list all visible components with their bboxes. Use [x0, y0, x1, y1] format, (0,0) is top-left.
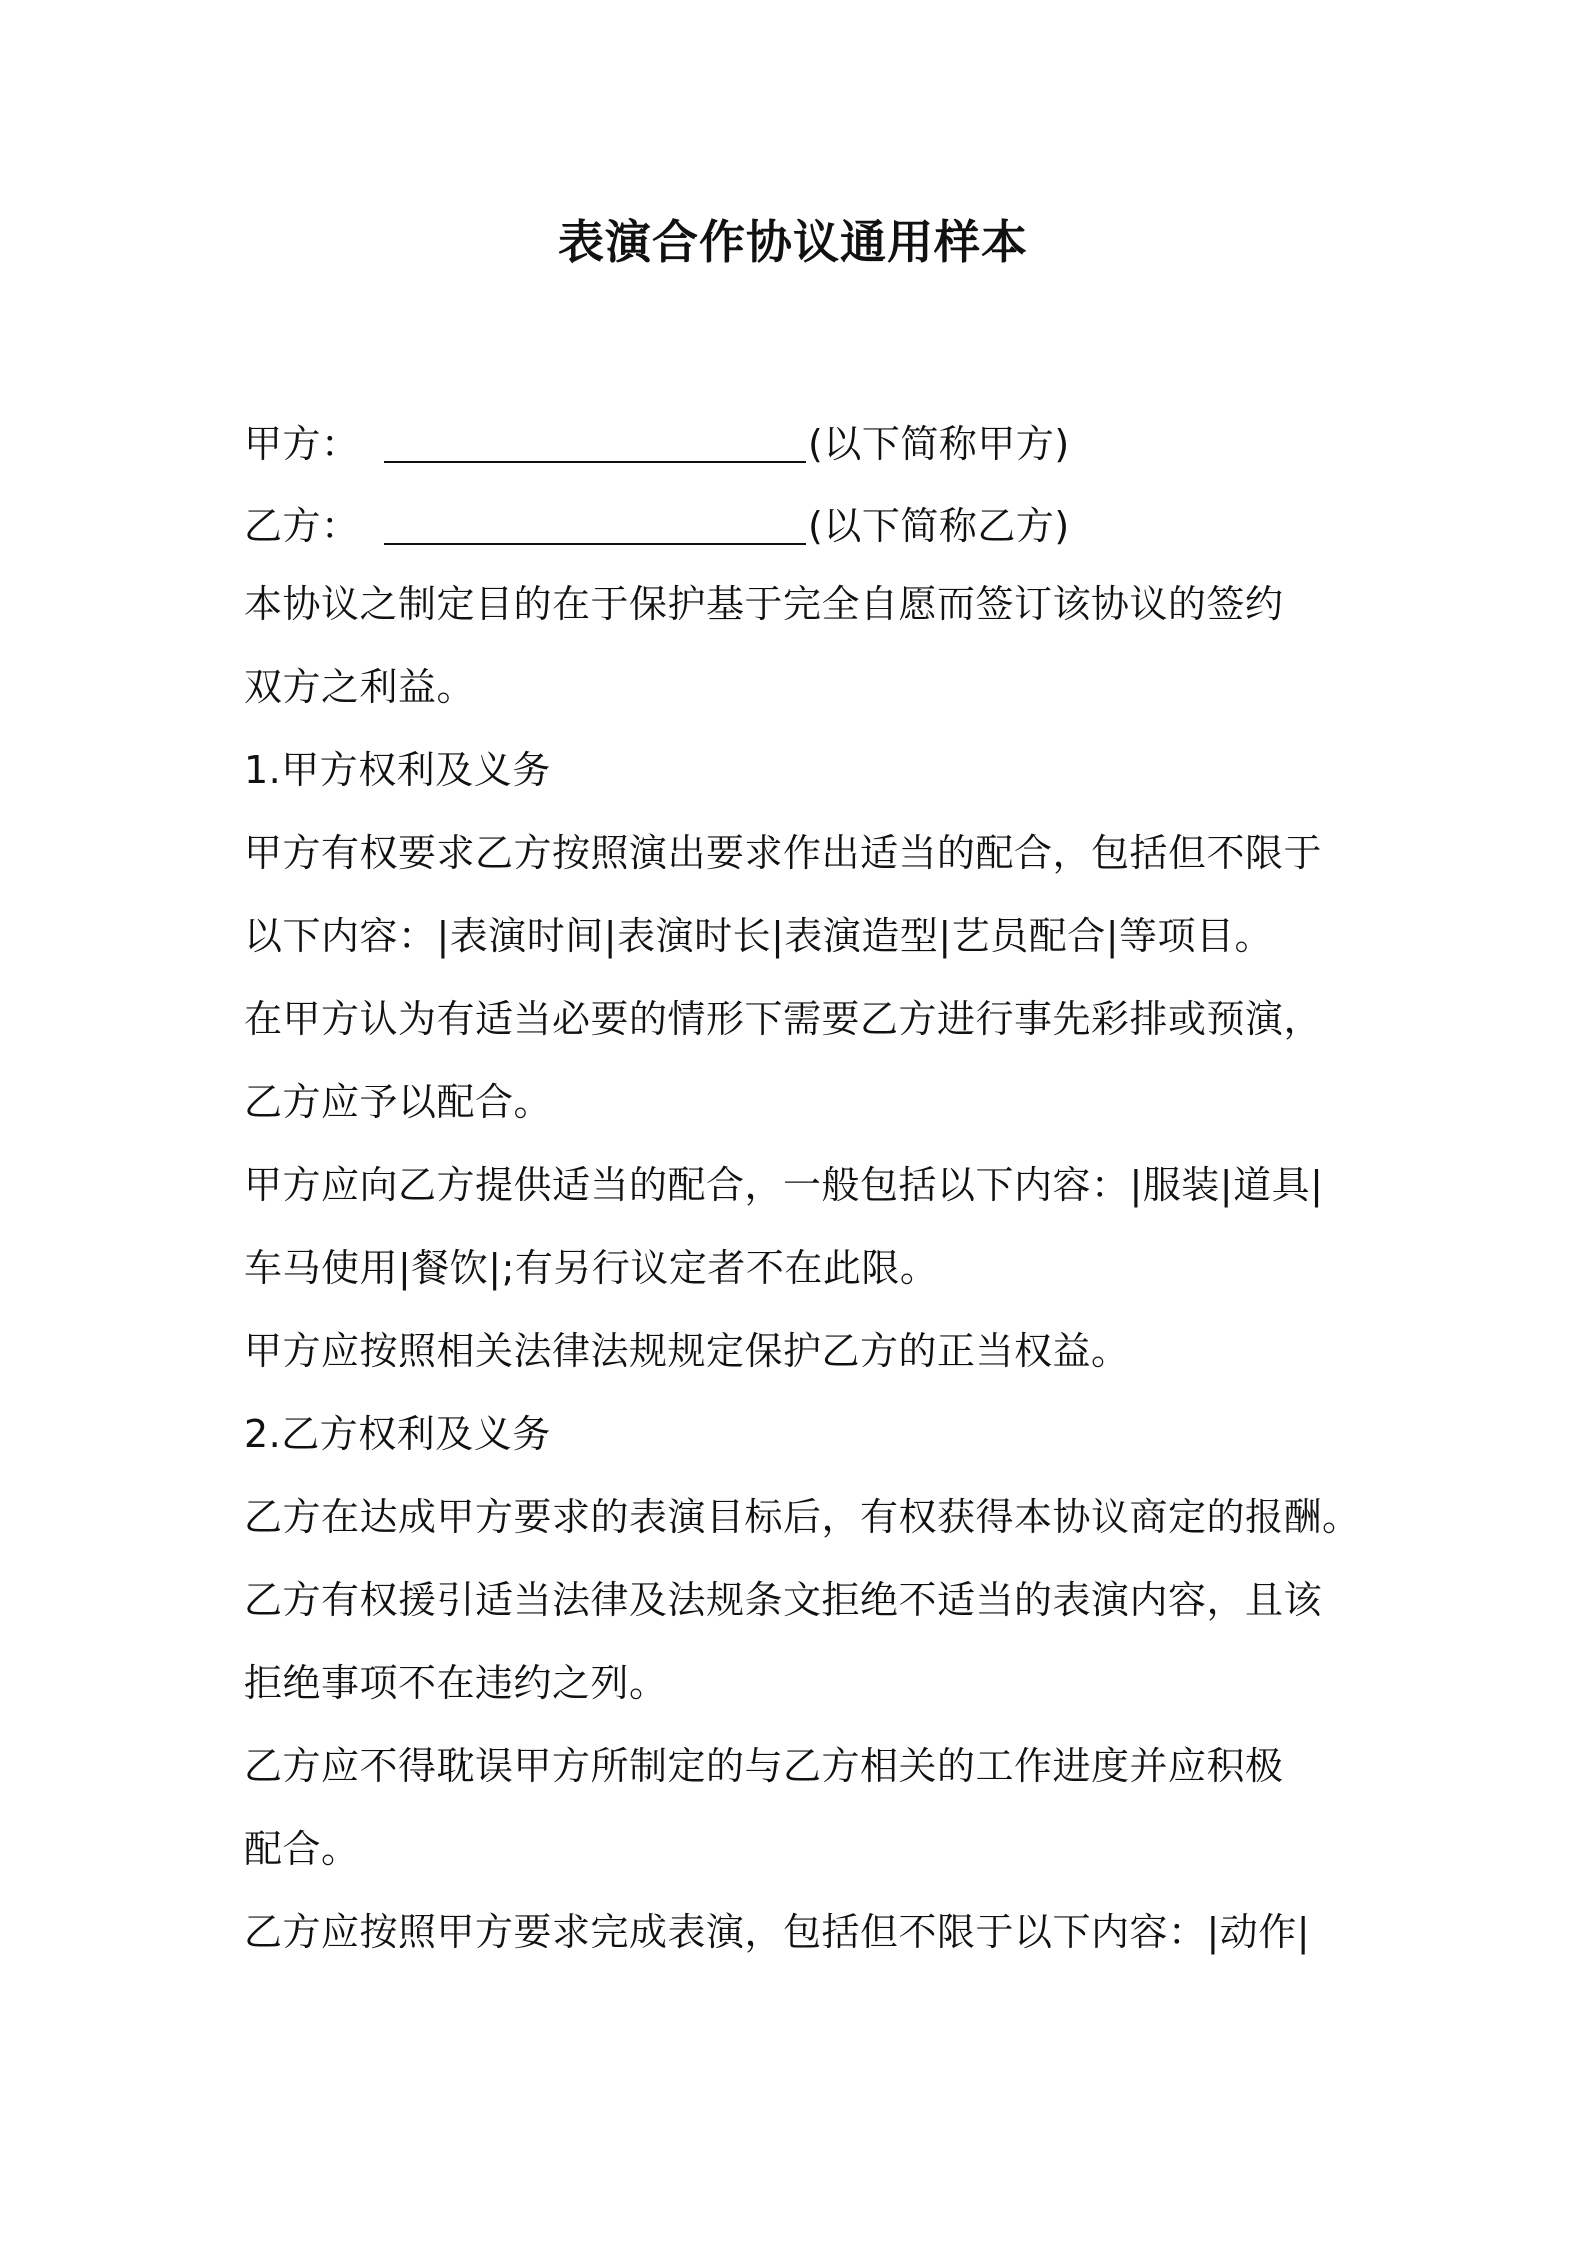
party-b-suffix: (以下简称乙方) — [808, 504, 1070, 548]
section-heading-party-b: 2.乙方权利及义务 — [244, 1412, 551, 1456]
section-heading-party-a: 1.甲方权利及义务 — [244, 748, 551, 792]
party-a-label: 甲方： — [244, 422, 360, 466]
party-a-blank — [384, 427, 806, 463]
body-line: 车马使用|餐饮|;有另行议定者不在此限。 — [244, 1246, 939, 1290]
body-line: 以下内容：|表演时间|表演时长|表演造型|艺员配合|等项目。 — [244, 914, 1274, 958]
body-line: 乙方应按照甲方要求完成表演，包括但不限于以下内容：|动作| — [244, 1910, 1311, 1954]
body-line: 配合。 — [244, 1827, 360, 1871]
body-line: 拒绝事项不在违约之列。 — [244, 1661, 668, 1705]
body-line: 在甲方认为有适当必要的情形下需要乙方进行事先彩排或预演， — [244, 997, 1323, 1041]
body-line: 双方之利益。 — [244, 665, 476, 709]
party-b-blank — [384, 509, 806, 545]
party-a-line — [244, 418, 1070, 470]
body-line: 甲方应向乙方提供适当的配合，一般包括以下内容：|服装|道具| — [244, 1163, 1324, 1207]
body-line: 甲方应按照相关法律法规规定保护乙方的正当权益。 — [244, 1329, 1130, 1373]
body-line: 乙方在达成甲方要求的表演目标后，有权获得本协议商定的报酬。 — [244, 1495, 1361, 1539]
party-b-label: 乙方： — [244, 504, 360, 548]
party-a-suffix: (以下简称甲方) — [808, 422, 1070, 466]
body-line: 乙方应不得耽误甲方所制定的与乙方相关的工作进度并应积极 — [244, 1744, 1284, 1788]
body-line: 乙方有权援引适当法律及法规条文拒绝不适当的表演内容，且该 — [244, 1578, 1323, 1622]
document-title: 表演合作协议通用样本 — [558, 215, 1028, 269]
body-line: 本协议之制定目的在于保护基于完全自愿而签订该协议的签约 — [244, 582, 1284, 626]
body-line: 乙方应予以配合。 — [244, 1080, 553, 1124]
body-line: 甲方有权要求乙方按照演出要求作出适当的配合，包括但不限于 — [244, 831, 1323, 875]
party-b-line — [244, 500, 1070, 552]
